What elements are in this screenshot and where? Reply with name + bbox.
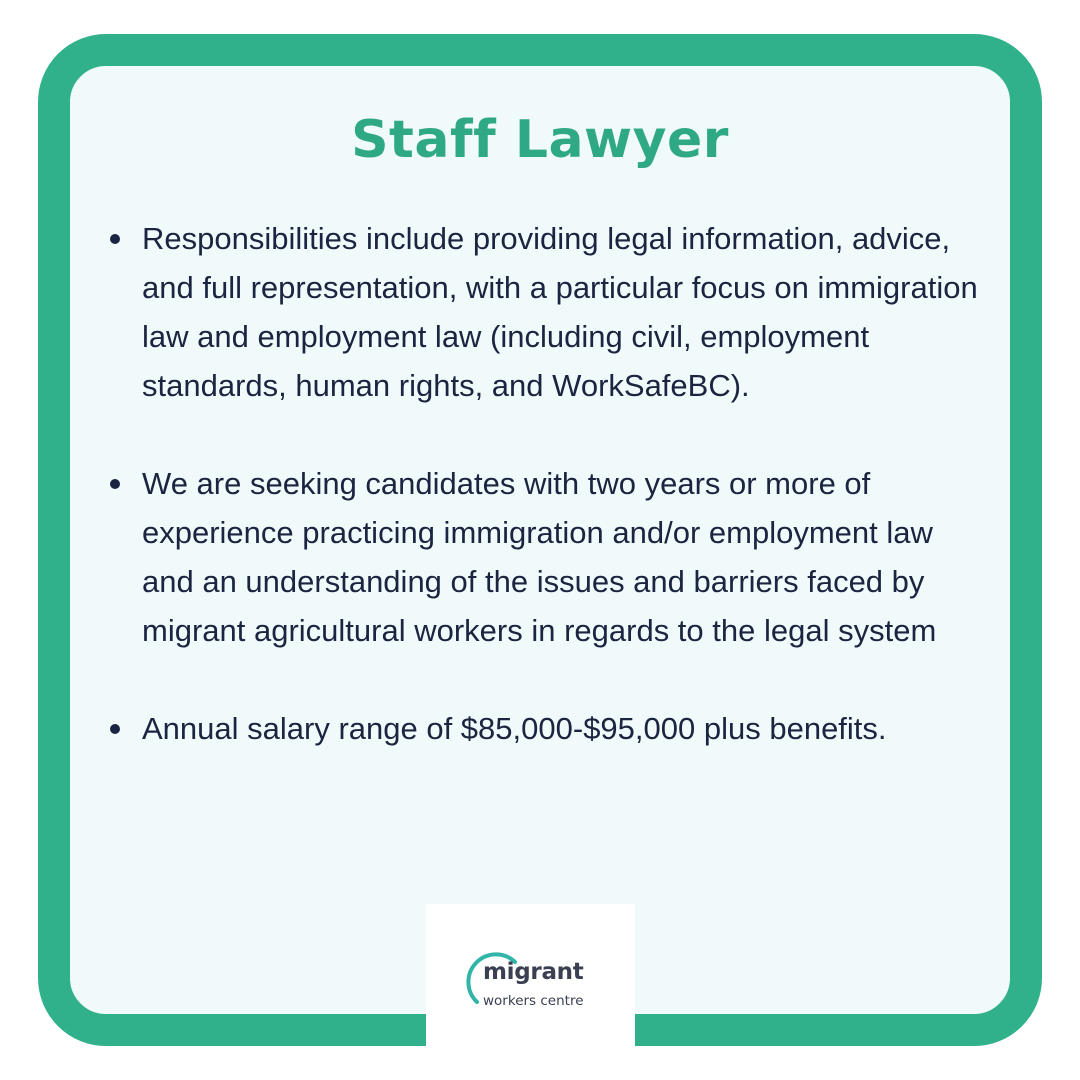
bullet-icon bbox=[110, 234, 120, 244]
organization-logo bbox=[426, 904, 635, 1067]
bullet-text: Responsibilities include providing legal information, advice, and full representation, with a particular focus on immigration law and employment law (including civil, employment standards, human rights, and WorkSafeBC). bbox=[142, 221, 978, 403]
bullet-list bbox=[104, 214, 984, 802]
logo-wordmark-line1: migrant bbox=[483, 959, 584, 985]
logo-wordmark-line2: workers centre bbox=[483, 993, 584, 1009]
page-title: Staff Lawyer bbox=[351, 110, 729, 170]
bullet-icon bbox=[110, 479, 120, 489]
bullet-icon bbox=[110, 724, 120, 734]
list-item bbox=[104, 214, 984, 410]
list-item bbox=[104, 459, 984, 655]
bullet-text: We are seeking candidates with two years or more of experience practicing immigration and/or employment law and an understanding of the issues and barriers faced by migrant agricultural workers in regards to the legal system bbox=[142, 466, 937, 648]
bullet-text: Annual salary range of $85,000-$95,000 plus benefits. bbox=[142, 711, 887, 746]
list-item bbox=[104, 704, 984, 753]
